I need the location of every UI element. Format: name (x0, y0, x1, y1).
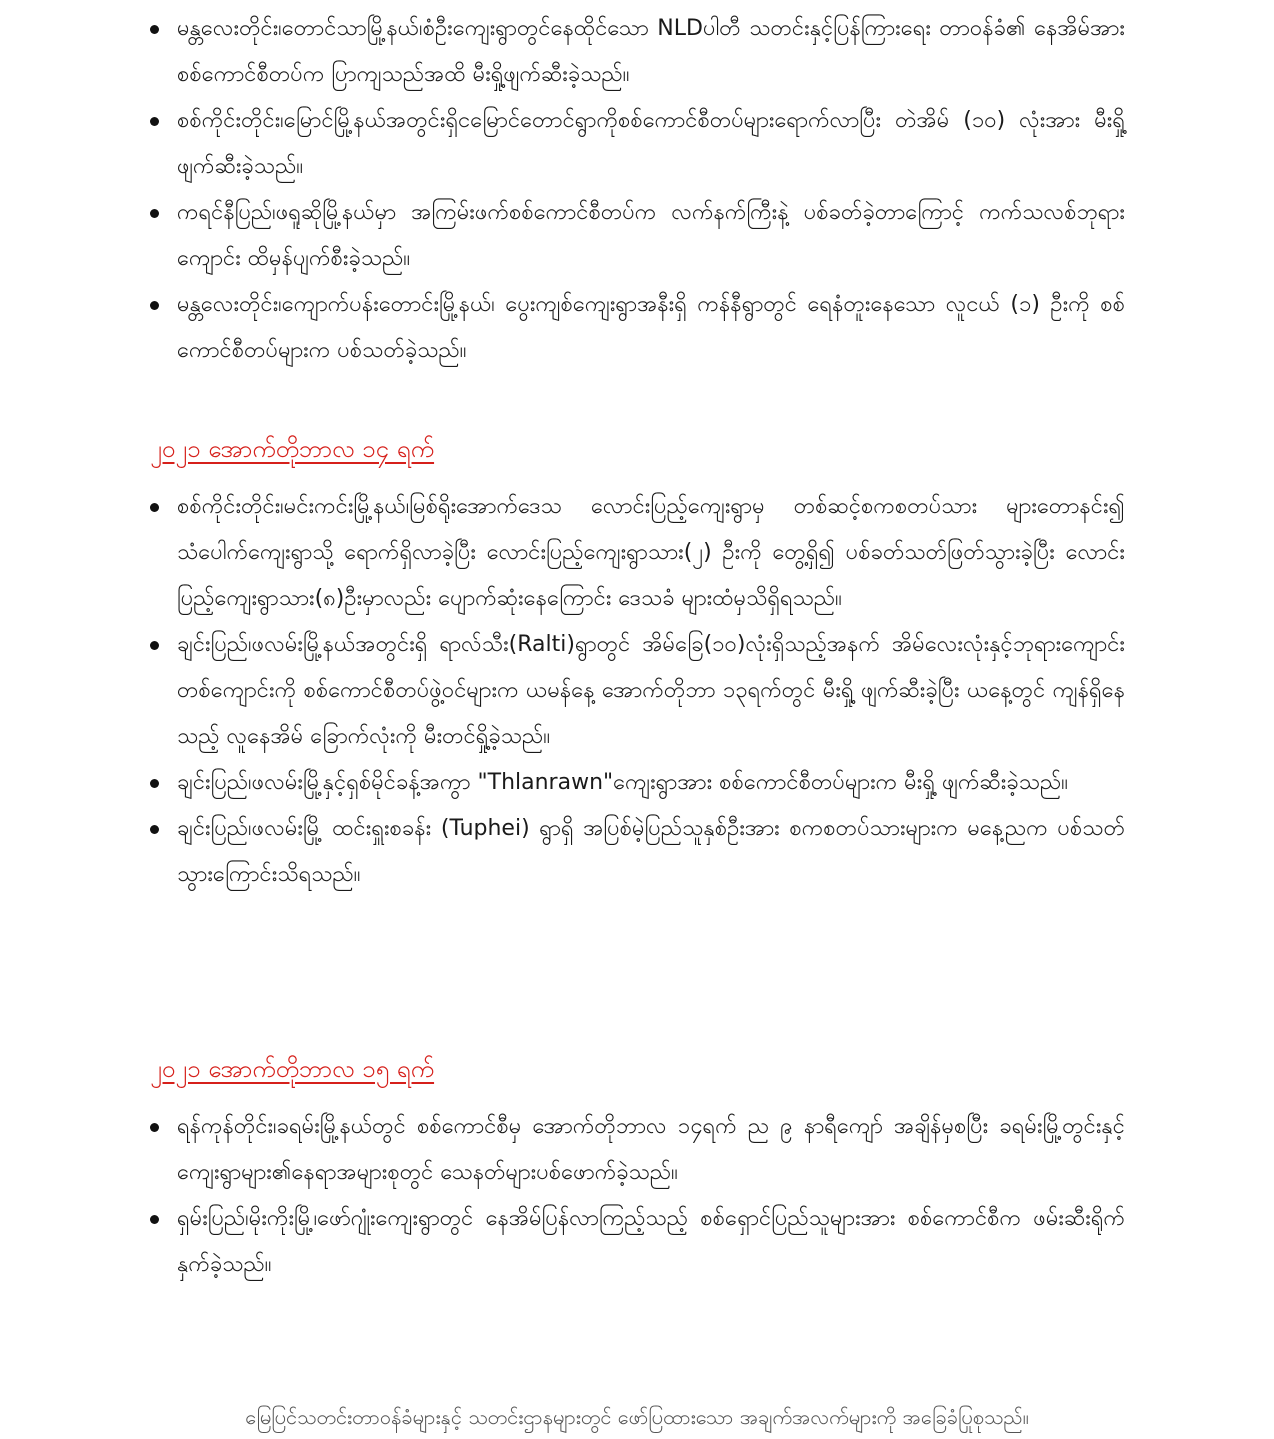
list-item (150, 1196, 1125, 1288)
bullet-icon (150, 209, 159, 218)
list-item-text: ချင်းပြည်၊ဖလမ်းမြို့ ထင်းရှူးစခန်း (Tuphei) ရွာရှိ အပြစ်မဲ့ပြည်သူနှစ်ဦးအား စကစတပ်သားများက မနေ့ညက ပစ်သတ်သွားကြောင်းသိရသည်။ (177, 816, 1125, 887)
bullet-icon (150, 1215, 159, 1224)
list-item (150, 484, 1125, 622)
bullet-icon (150, 779, 159, 788)
bullet-list (150, 6, 1125, 374)
footer-source-note: မြေပြင်သတင်းတာဝန်ခံများနှင့် သတင်းဌာနများတွင် ဖော်ပြထားသော အချက်အလက်များကို အခြေခံပြုစုသည်။ (245, 1405, 1029, 1429)
list-item (150, 6, 1125, 98)
bullet-list (150, 1104, 1125, 1288)
list-item-text: မန္တလေးတိုင်း၊ကျောက်ပန်းတောင်းမြို့နယ်၊ ပွေးကျစ်ကျေးရွာအနီးရှိ ကန်နီရွာတွင် ရေနံတူးနေသော လူငယ် (၁) ဦးကို စစ်ကောင်စီတပ်များက ပစ်သတ်ခဲ့သည်။ (177, 292, 1125, 363)
list-item-text: ရှမ်းပြည်၊မိုးကိုးမြို့၊ဖော်ဂျုံးကျေးရွာတွင် နေအိမ်ပြန်လာကြည့်သည့် စစ်ရှောင်ပြည်သူများအား စစ်ကောင်စီက ဖမ်းဆီးရိုက်နှက်ခဲ့သည်။ (177, 1206, 1125, 1277)
list-item-text: ချင်းပြည်၊ဖလမ်းမြို့နယ်အတွင်းရှိ ရာလ်သီး(Ralti)ရွာတွင် အိမ်ခြေ(၁၀)လုံးရှိသည့်အနက် အိမ်လေးလုံးနှင့်ဘုရားကျောင်းတစ်ကျောင်းကို စစ်ကောင်စီတပ်ဖွဲ့ဝင်များက ယမန်နေ့ အောက်တိုဘာ ၁၃ရက်တွင် မီးရှို့ ဖျက်ဆီးခဲ့ပြီး ယနေ့တွင် ကျန်ရှိနေသည့် လူနေအိမ် ခြောက်လုံးကို မီးတင်ရှို့ခဲ့သည်။ (177, 632, 1125, 749)
bullet-list (150, 484, 1125, 898)
bullet-icon (150, 641, 159, 650)
list-item (150, 622, 1125, 760)
list-item (150, 760, 1125, 806)
list-item (150, 98, 1125, 190)
list-item-text: စစ်ကိုင်းတိုင်း၊မင်းကင်းမြို့နယ်၊မြစ်ရိုးအောက်ဒေသ လောင်းပြည့်ကျေးရွာမှ တစ်ဆင့်စကစတပ်သား များတောနင်း၍ သံပေါက်ကျေးရွာသို့ ရောက်ရှိလာခဲ့ပြီး လောင်းပြည့်ကျေးရွာသား(၂) ဦးကို တွေ့ရှိ၍ ပစ်ခတ်သတ်ဖြတ်သွားခဲ့ပြီး လောင်းပြည့်ကျေးရွာသား(၈)ဦးမှာလည်း ပျောက်ဆုံးနေကြောင်း ဒေသခံ များထံမှသိရှိရသည်။ (177, 494, 1125, 611)
bullet-icon (150, 301, 159, 310)
list-item-text: ရန်ကုန်တိုင်း၊ခရမ်းမြို့နယ်တွင် စစ်ကောင်စီမှ အောက်တိုဘာလ ၁၄ရက် ည ၉ နာရီကျော် အချိန်မှစပြီး ခရမ်းမြို့တွင်းနှင့်ကျေးရွာများ၏နေရာအများစုတွင် သေနတ်များပစ်ဖောက်ခဲ့သည်။ (177, 1114, 1125, 1185)
bullet-icon (150, 1123, 159, 1132)
bullet-icon (150, 25, 159, 34)
list-item-text: မန္တလေးတိုင်း၊တောင်သာမြို့နယ်၊စံဦးကျေးရွာတွင်နေထိုင်သော NLDပါတီ သတင်းနှင့်ပြန်ကြားရေး တာဝန်ခံ၏ နေအိမ်အား စစ်ကောင်စီတပ်က ပြာကျသည်အထိ မီးရှို့ဖျက်ဆီးခဲ့သည်။ (177, 16, 1125, 87)
section-events-continued (150, 6, 1125, 374)
section-oct-15 (150, 1104, 1125, 1288)
list-item (150, 282, 1125, 374)
section-heading-oct-14: ၂၀၂၁ အောက်တိုဘာလ ၁၄ ရက် (150, 435, 435, 463)
section-heading-oct-15: ၂၀၂၁ အောက်တိုဘာလ ၁၅ ရက် (150, 1055, 435, 1083)
list-item (150, 806, 1125, 898)
list-item (150, 1104, 1125, 1196)
bullet-icon (150, 503, 159, 512)
bullet-icon (150, 117, 159, 126)
list-item-text: စစ်ကိုင်းတိုင်း၊မြောင်မြို့နယ်အတွင်းရှိငမြောင်တောင်ရွာကိုစစ်ကောင်စီတပ်များရောက်လာပြီး တဲအိမ် (၁၀) လုံးအား မီးရှို့ဖျက်ဆီးခဲ့သည်။ (177, 108, 1125, 179)
section-oct-14 (150, 484, 1125, 898)
list-item-text: ချင်းပြည်၊ဖလမ်းမြို့နှင့်ရှစ်မိုင်ခန့်အကွာ "Thlanrawn"ကျေးရွာအား စစ်ကောင်စီတပ်များက မီးရှို့ ဖျက်ဆီးခဲ့သည်။ (177, 770, 1068, 795)
bullet-icon (150, 825, 159, 834)
list-item (150, 190, 1125, 282)
list-item-text: ကရင်နီပြည်၊ဖရူဆိုမြို့နယ်မှာ အကြမ်းဖက်စစ်ကောင်စီတပ်က လက်နက်ကြီးနဲ့ ပစ်ခတ်ခဲ့တာကြောင့် ကက်သလစ်ဘုရားကျောင်း ထိမှန်ပျက်စီးခဲ့သည်။ (177, 200, 1125, 271)
